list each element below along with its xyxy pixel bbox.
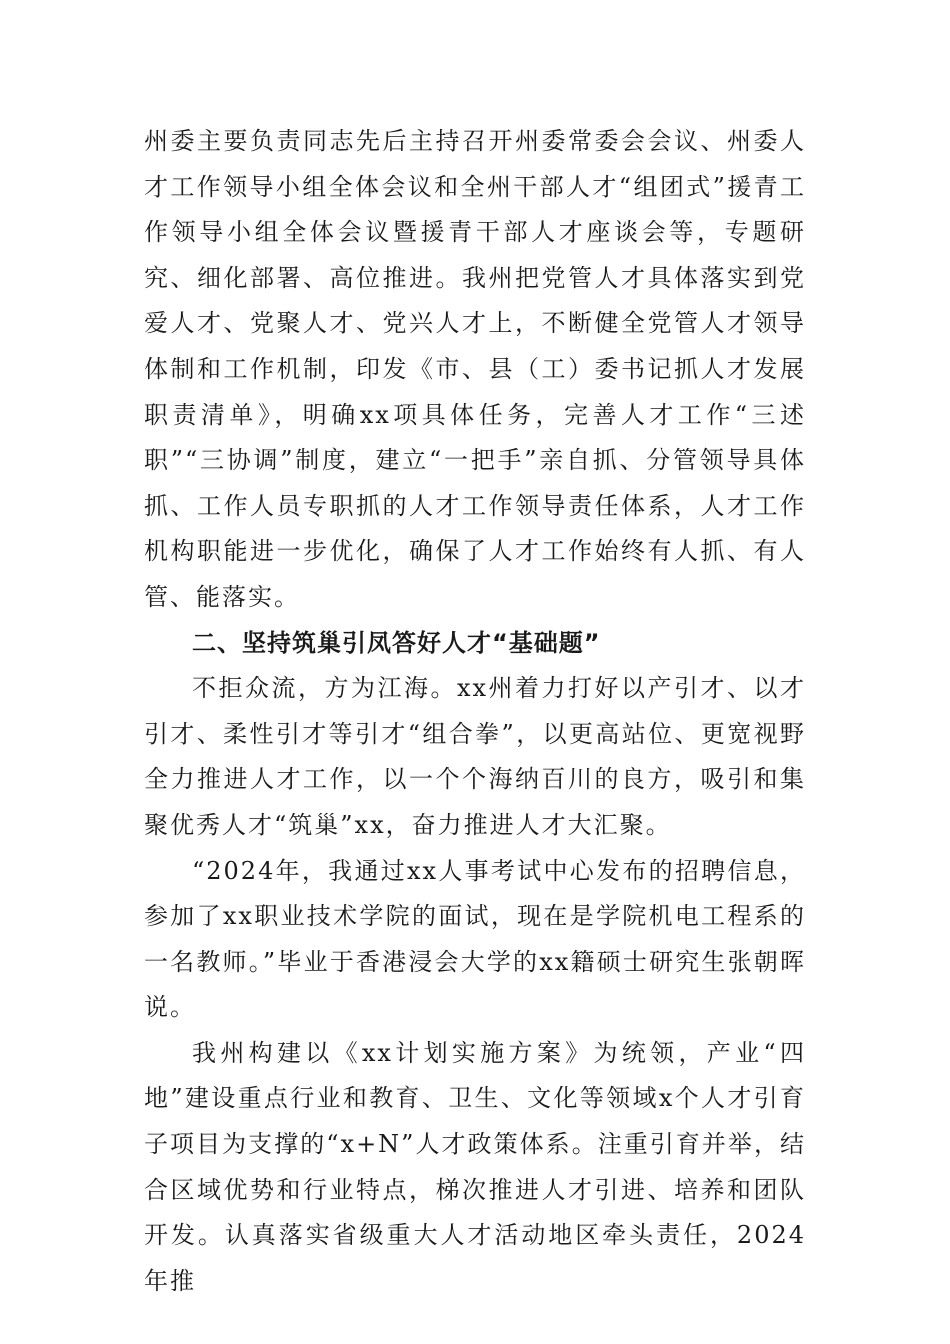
section-heading: 二、坚持筑巢引凤答好人才“基础题”: [192, 628, 601, 657]
paragraph-quote: “2024年，我通过xx人事考试中心发布的招聘信息，参加了xx职业技术学院的面试，现在是学院机电工程系的一名教师。”毕业于香港浸会大学的xx籍硕士研究生张朝晖说。: [144, 856, 806, 1022]
document-body: [144, 119, 806, 1304]
paragraph: 我州构建以《xx计划实施方案》为统领，产业“四地”建设重点行业和教育、卫生、文化等领域x个人才引育子项目为支撑的“x+N”人才政策体系。注重引育并举，结合区域优势和行业特点，梯次推进人才引进、培养和团队开发。认真落实省级重大人才活动地区牵头责任，2024年推: [144, 1038, 806, 1295]
paragraph: 不拒众流，方为江海。xx州着力打好以产引才、以才引才、柔性引才等引才“组合拳”，以更高站位、更宽视野全力推进人才工作，以一个个海纳百川的良方，吸引和集聚优秀人才“筑巢”xx，奋力推进人才大汇聚。: [144, 674, 806, 839]
paragraph-continuation: 州委主要负责同志先后主持召开州委常委会会议、州委人才工作领导小组全体会议和全州干部人才“组团式”援青工作领导小组全体会议暨援青干部人才座谈会等，专题研究、细化部署、高位推进。我州把党管人才具体落实到党爱人才、党聚人才、党兴人才上，不断健全党管人才领导体制和工作机制，印发《市、县（工）委书记抓人才发展职责清单》，明确xx项具体任务，完善人才工作“三述职”“三协调”制度，建立“一把手”亲自抓、分管领导具体抓、工作人员专职抓的人才工作领导责任体系，人才工作机构职能进一步优化，确保了人才工作始终有人抓、有人管、能落实。: [144, 127, 806, 611]
